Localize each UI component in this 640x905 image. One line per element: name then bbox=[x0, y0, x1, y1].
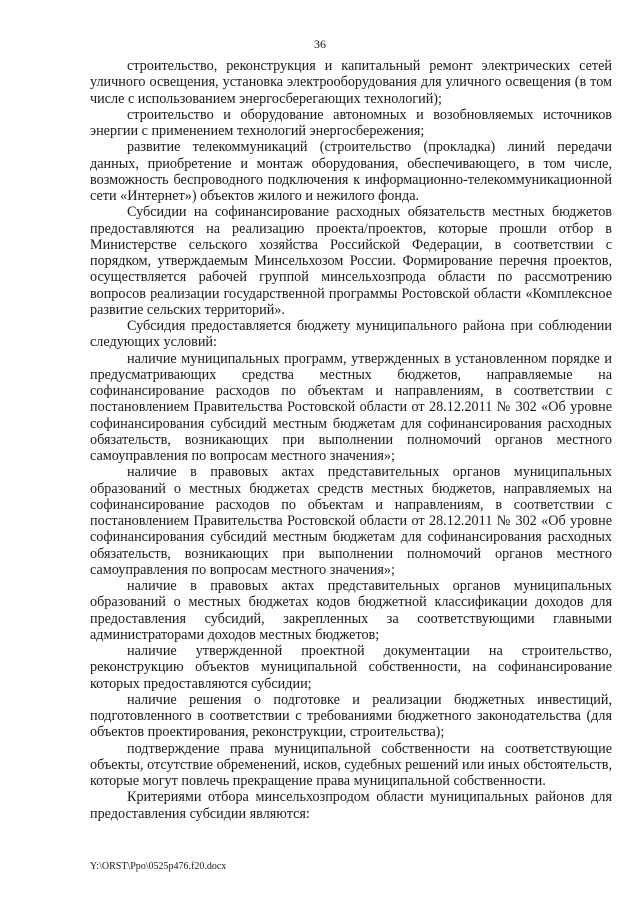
paragraph: наличие в правовых актах представительных органов муниципальных образований о местных бюджетах средств местных бюджетов, направляемых на софинансирование расходов по объектам и направлениям, в соответствии с постановлением Правительства Ростовской области от 28.12.2011 № 302 «Об уровне софинансирования субсидий местным бюджетам для софинансирования расходных обязательств, возникающих при выполнении полномочий органов местного самоуправления по вопросам местного значения»; bbox=[90, 464, 612, 578]
paragraph: строительство и оборудование автономных и возобновляемых источников энергии с применением технологий энергосбережения; bbox=[90, 106, 612, 139]
paragraph: Субсидия предоставляется бюджету муниципального района при соблюдении следующих условий: bbox=[90, 318, 612, 351]
footer-file-path: Y:\ORST\Ppo\0525p476.f20.docx bbox=[90, 861, 227, 872]
paragraph: наличие решения о подготовке и реализации бюджетных инвестиций, подготовленного в соответствии с требованиями бюджетного законодательства (для объектов проектирования, реконструкции, строительства); bbox=[90, 691, 612, 741]
paragraph: подтверждение права муниципальной собственности на соответствующие объекты, отсутствие обременений, исков, судебных решений или иных обстоятельств, которые могут повлечь прекращение права муниципальной собственности. bbox=[90, 740, 612, 789]
paragraph: развитие телекоммуникаций (строительство (прокладка) линий передачи данных, приобретение и монтаж оборудования, обеспечивающего, в том числе, возможность беспроводного подключения к информационно-телекоммуникационной сети «Интернет») объектов жилого и нежилого фонда. bbox=[90, 139, 612, 204]
paragraph: строительство, реконструкция и капитальный ремонт электрических сетей уличного освещения, установка электрооборудования для уличного освещения (в том числе с использованием энергосберегающих технологий); bbox=[90, 58, 612, 107]
paragraph: Субсидии на софинансирование расходных обязательств местных бюджетов предоставляются на реализацию проекта/проектов, которые прошли отбор в Министерстве сельского хозяйства Российской Федерации, в соответствии с порядком, утверждаемым Минсельхозом России. Формирование перечня проектов, осуществляется рабочей группой минсельхозпрода области по рассмотрению вопросов реализации государственной программы Ростовской области «Комплексное развитие сельских территорий». bbox=[90, 204, 612, 318]
page-number: 36 bbox=[314, 37, 326, 51]
paragraph: наличие муниципальных программ, утвержденных в установленном порядке и предусматривающих средства местных бюджетов, направляемые на софинансирование расходов по объектам и направлениям, в соответствии с постановлением Правительства Ростовской области от 28.12.2011 № 302 «Об уровне софинансирования субсидий местным бюджетам для софинансирования расходных обязательств, возникающих при выполнении полномочий органов местного самоуправления по вопросам местного значения»; bbox=[90, 350, 612, 464]
paragraph: наличие в правовых актах представительных органов муниципальных образований о местных бюджетах кодов бюджетной классификации доходов для предоставления субсидий, закрепленных за соответствующими главными администраторами доходов местных бюджетов; bbox=[90, 578, 612, 643]
paragraph: наличие утвержденной проектной документации на строительство, реконструкцию объектов муниципальной собственности, на софинансирование которых предоставляются субсидии; bbox=[90, 643, 612, 692]
document-body bbox=[90, 58, 612, 822]
paragraph: Критериями отбора минсельхозпродом области муниципальных районов для предоставления субсидии являются: bbox=[90, 789, 612, 822]
